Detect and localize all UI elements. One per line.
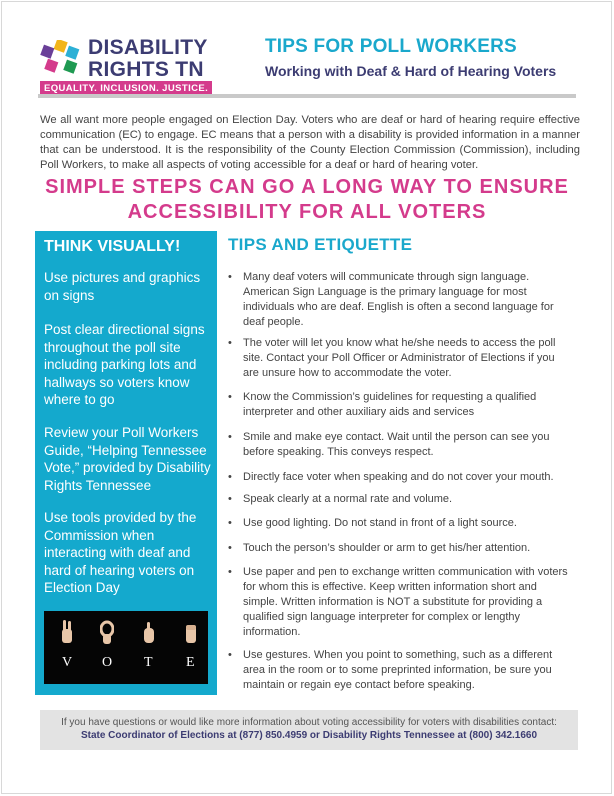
hand-sign-icon bbox=[142, 619, 156, 645]
think-visually-item: Use tools provided by the Commission when interacting with deaf and hard of hearing voters on Election Day bbox=[44, 510, 197, 595]
tip-item bbox=[228, 648, 573, 693]
tip-text: Touch the person’s shoulder or arm to get his/her attention. bbox=[243, 542, 531, 554]
page-title: TIPS FOR POLL WORKERS bbox=[265, 36, 517, 57]
footer-contact-numbers: State Coordinator of Elections at (877) 850.4959 or Disability Rights Tennessee at (800) 342.1660 bbox=[80, 730, 538, 741]
tip-text: Directly face voter when speaking and do not cover your mouth. bbox=[243, 471, 554, 483]
tip-text: Many deaf voters will communicate through sign language. American Sign Language is the primary language for most individuals who are deaf. English is often a second language for deaf people. bbox=[243, 271, 554, 328]
tip-item bbox=[228, 390, 573, 420]
header-divider bbox=[38, 94, 576, 98]
headline-line-1: SIMPLE STEPS CAN GO A LONG WAY TO ENSURE bbox=[45, 176, 569, 198]
logo-text-disability: DISABILITY bbox=[88, 36, 208, 59]
tip-text: Know the Commission’s guidelines for requesting a qualified interpreter and other auxiliary aids and services bbox=[243, 391, 537, 418]
tip-text: The voter will let you know what he/she needs to access the poll site. Contact your Poll Officer or Administrator of Elections if you are unsure how to accommodate the voter. bbox=[243, 337, 556, 379]
logo-pinwheel-icon bbox=[40, 40, 82, 76]
bullet-icon: • bbox=[228, 337, 232, 349]
vote-letter-e: E bbox=[186, 655, 195, 670]
tip-text: Smile and make eye contact. Wait until the person can see you before speaking. This conveys respect. bbox=[243, 431, 550, 458]
bullet-icon: • bbox=[228, 271, 232, 283]
think-visually-panel bbox=[35, 231, 217, 695]
bullet-icon: • bbox=[228, 391, 232, 403]
think-visually-item: Use pictures and graphics on signs bbox=[44, 270, 201, 303]
contact-footer bbox=[40, 710, 578, 750]
bullet-icon: • bbox=[228, 542, 232, 554]
bullet-icon: • bbox=[228, 566, 232, 578]
tip-item bbox=[228, 270, 573, 330]
think-visually-item: Review your Poll Workers Guide, “Helping Tennessee Vote,” provided by Disability Rights Tennessee bbox=[44, 425, 211, 493]
tip-item bbox=[228, 470, 573, 485]
page-subtitle: Working with Deaf & Hard of Hearing Voters bbox=[265, 63, 557, 79]
think-visually-title: THINK VISUALLY! bbox=[44, 238, 181, 255]
tip-item bbox=[228, 565, 573, 640]
bullet-icon: • bbox=[228, 471, 232, 483]
disability-rights-tn-logo bbox=[40, 36, 230, 98]
tip-item bbox=[228, 492, 573, 507]
logo-text-rights-tn: RIGHTS TN bbox=[88, 58, 204, 81]
bullet-icon: • bbox=[228, 493, 232, 505]
vote-sign-language-image bbox=[44, 611, 208, 684]
headline bbox=[40, 175, 574, 225]
headline-line-2: ACCESSIBILITY FOR ALL VOTERS bbox=[127, 201, 487, 223]
tip-text: Use good lighting. Do not stand in front of a light source. bbox=[243, 517, 517, 529]
tip-text: Use paper and pen to exchange written communication with voters for whom this is effective. Keep written information short and simple. Written information is NOT a substitute for providing a qualified sign language interpreter for complex or lengthy information. bbox=[243, 566, 568, 638]
hand-sign-icon bbox=[60, 619, 74, 645]
hand-sign-icon bbox=[100, 619, 114, 645]
vote-letter-o: O bbox=[102, 655, 113, 670]
bullet-icon: • bbox=[228, 517, 232, 529]
bullet-icon: • bbox=[228, 431, 232, 443]
tip-item bbox=[228, 541, 573, 556]
tip-item bbox=[228, 336, 573, 381]
vote-letter-v: V bbox=[62, 655, 73, 670]
tips-title: TIPS AND ETIQUETTE bbox=[228, 235, 413, 254]
vote-letter-t: T bbox=[144, 655, 153, 670]
footer-question-text: If you have questions or would like more information about voting accessibility for voters with disabilities contact: bbox=[61, 717, 557, 728]
bullet-icon: • bbox=[228, 649, 232, 661]
think-visually-item: Post clear directional signs throughout the poll site including parking lots and hallways so voters know where to go bbox=[44, 322, 205, 407]
tip-text: Use gestures. When you point to something, such as a different area in the room or to some preprinted information, be sure you maintain or regain eye contact before speaking. bbox=[243, 649, 553, 691]
tip-item bbox=[228, 516, 573, 531]
hand-sign-icon bbox=[184, 619, 198, 645]
tip-item bbox=[228, 430, 573, 460]
tip-text: Speak clearly at a normal rate and volume. bbox=[243, 493, 453, 505]
intro-paragraph: We all want more people engaged on Election Day. Voters who are deaf or hard of hearing require effective communication (EC) to engage. EC means that a person with a disability is provided information in a manner that can be understood. It is the responsibility of the County Election Commission (Commission), including Poll Workers, to make all aspects of voting accessible for a deaf or hard of hearing voter. bbox=[40, 114, 580, 171]
logo-tagline: EQUALITY. INCLUSION. JUSTICE. bbox=[40, 81, 212, 96]
